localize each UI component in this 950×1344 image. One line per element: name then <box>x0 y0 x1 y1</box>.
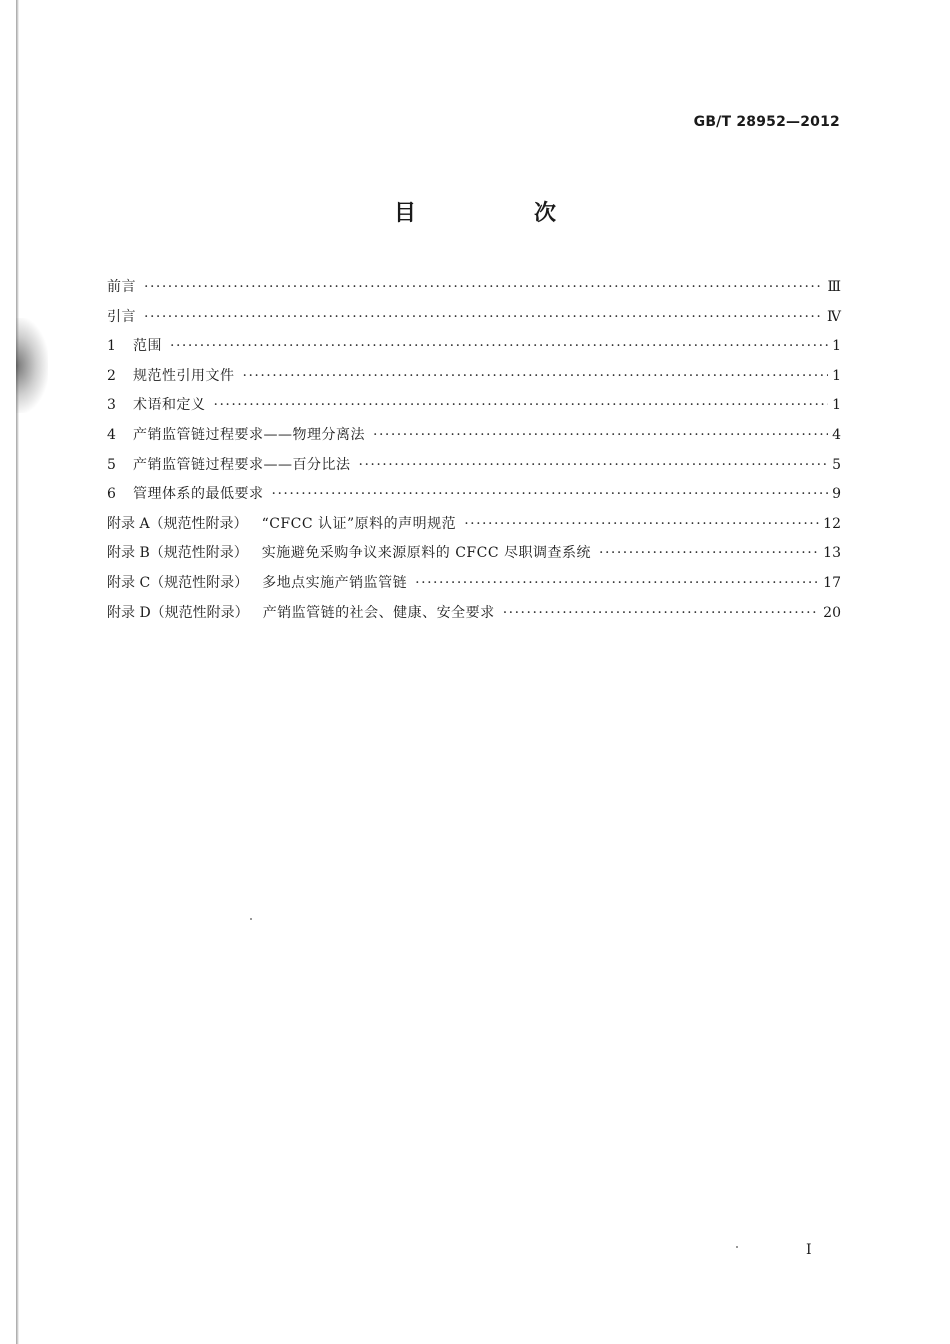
toc-entry-title: 范围 <box>133 338 162 355</box>
dot-leader <box>214 397 829 413</box>
toc-entry-page: 4 <box>832 426 841 443</box>
toc-entry <box>107 335 841 365</box>
toc-entry-number: 3 <box>107 397 116 414</box>
toc-entry-page: 1 <box>832 397 841 414</box>
toc-entry <box>107 306 841 336</box>
toc-entry-number: 1 <box>107 338 116 355</box>
dot-leader <box>243 368 829 384</box>
toc-entry-page: Ⅲ <box>827 279 841 295</box>
toc-entry-title: 产销监管链的社会、健康、安全要求 <box>262 604 495 621</box>
page-number: Ⅰ <box>806 1242 812 1258</box>
toc-entry-annex-label: 附录 D（规范性附录） <box>107 604 249 621</box>
toc-entry <box>107 424 841 454</box>
standard-code: GB/T 28952—2012 <box>693 114 840 130</box>
toc-entry <box>107 602 841 632</box>
toc-entry-title: 规范性引用文件 <box>133 367 235 384</box>
dot-leader <box>415 575 819 591</box>
dot-leader <box>272 486 829 502</box>
dot-leader <box>373 427 828 443</box>
toc-entry <box>107 394 841 424</box>
toc-entry-title: 管理体系的最低要求 <box>133 486 264 503</box>
dot-leader <box>599 545 819 561</box>
dot-leader <box>144 279 823 295</box>
toc-entry-annex-label: 附录 B（规范性附录） <box>107 545 248 562</box>
dot-leader <box>359 457 829 473</box>
toc-entry-page: Ⅳ <box>827 308 841 325</box>
toc-entry <box>107 483 841 513</box>
toc-entry-number: 4 <box>107 426 116 443</box>
toc-entry-page: 5 <box>832 456 841 473</box>
toc-entry-title: 实施避免采购争议来源原料的 CFCC 尽职调查系统 <box>261 545 591 562</box>
toc-entry-title: 引言 <box>107 308 136 325</box>
toc-entry-title: 多地点实施产销监管链 <box>262 574 408 591</box>
dot-leader <box>464 516 819 532</box>
toc-entry <box>107 513 841 543</box>
toc-entry <box>107 542 841 572</box>
toc-entry-page: 13 <box>823 545 841 562</box>
scan-speck <box>736 1246 738 1248</box>
toc-entry-number: 2 <box>107 367 116 384</box>
dot-leader <box>144 309 823 325</box>
toc-entry-number: 5 <box>107 456 116 473</box>
toc-entry-page: 12 <box>823 515 841 532</box>
dot-leader <box>170 338 828 354</box>
scan-speck <box>250 918 252 920</box>
toc-entry-annex-label: 附录 C（规范性附录） <box>107 574 249 591</box>
toc-entry-page: 20 <box>823 604 841 621</box>
toc-entry <box>107 454 841 484</box>
toc-entry <box>107 365 841 395</box>
scan-blot <box>16 318 48 413</box>
toc-entry-title: 前言 <box>107 279 136 295</box>
dot-leader <box>503 605 819 621</box>
toc-entry-title: 产销监管链过程要求——百分比法 <box>133 456 351 473</box>
toc-entry-number: 6 <box>107 486 116 503</box>
toc-entry-page: 1 <box>832 338 841 355</box>
toc-entry-title: 术语和定义 <box>133 397 206 414</box>
toc-entry-page: 9 <box>832 486 841 503</box>
toc-entry-title: 产销监管链过程要求——物理分离法 <box>133 426 365 443</box>
page-title: 目 次 <box>393 201 604 226</box>
table-of-contents <box>107 276 841 631</box>
toc-entry <box>107 572 841 602</box>
toc-entry-annex-label: 附录 A（规范性附录） <box>107 515 248 532</box>
toc-entry <box>107 276 841 306</box>
toc-entry-page: 17 <box>823 574 841 591</box>
toc-entry-title: “CFCC 认证”原料的声明规范 <box>261 515 457 532</box>
toc-entry-page: 1 <box>832 367 841 384</box>
